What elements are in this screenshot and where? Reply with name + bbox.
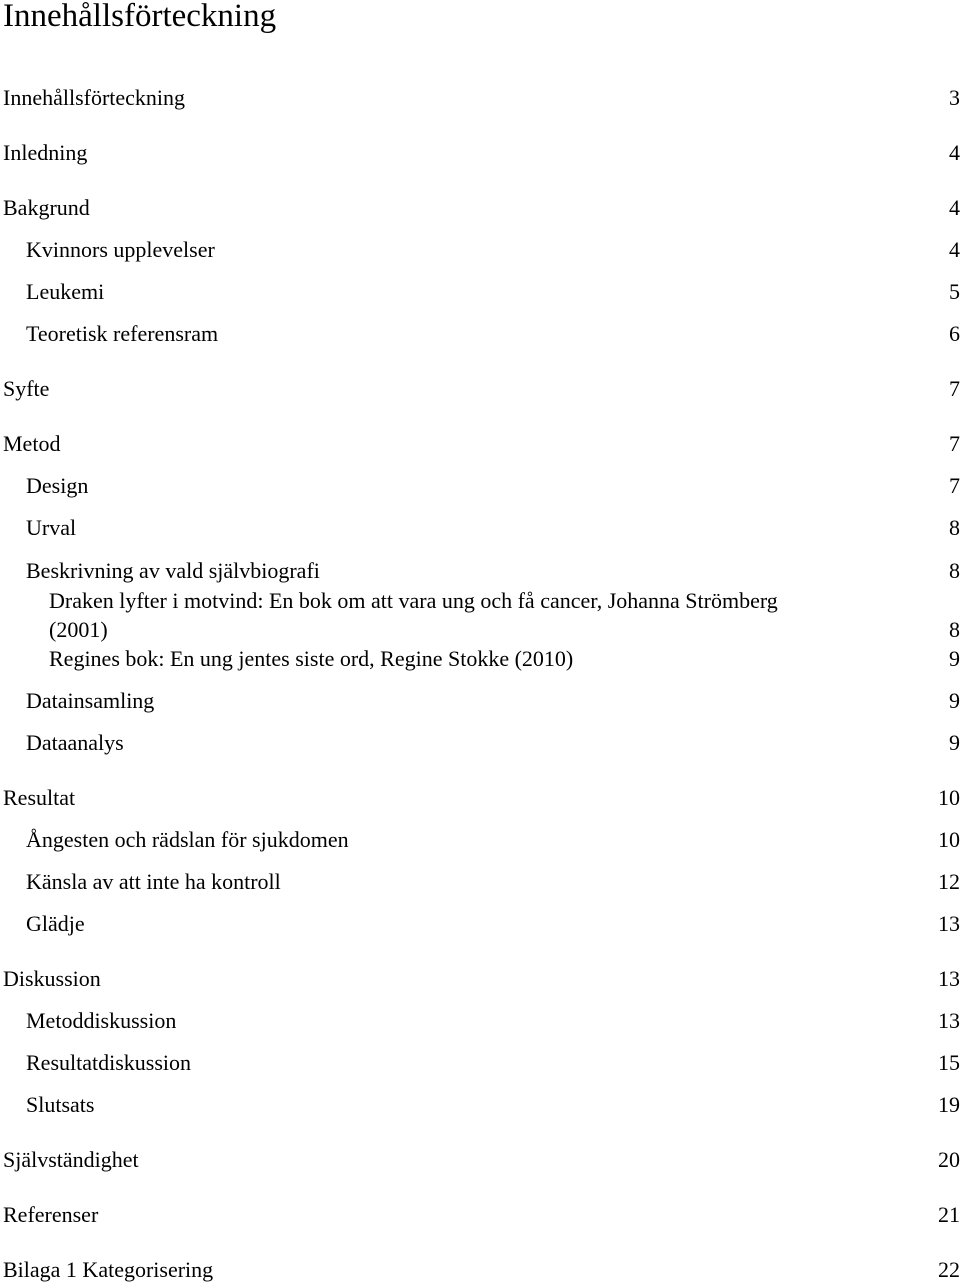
toc-entry-draken-lyfter-i-motvind-cont[interactable]: [0, 616, 960, 644]
toc-entry-page: 6: [949, 321, 960, 346]
toc-entry-sjalvstandighet[interactable]: [0, 1146, 960, 1174]
toc-entry-draken-lyfter-i-motvind[interactable]: [0, 587, 960, 615]
toc-entry-page: 13: [938, 911, 960, 936]
toc-title: Innehållsförteckning: [3, 0, 277, 34]
toc-entry-inledning[interactable]: [0, 139, 960, 167]
toc-entry-label: Referenser: [3, 1202, 99, 1227]
toc-entry-kansla-av-att-inte-ha-kontroll[interactable]: [0, 868, 960, 896]
toc-entry-label: Känsla av att inte ha kontroll: [26, 869, 281, 894]
toc-entry-angesten-och-radslan[interactable]: [0, 826, 960, 854]
toc-entry-page: 5: [949, 279, 960, 304]
toc-entry-resultat[interactable]: [0, 784, 960, 812]
toc-entry-label: Slutsats: [26, 1092, 95, 1117]
toc-entry-page: 15: [938, 1050, 960, 1075]
toc-entry-teoretisk-referensram[interactable]: [0, 320, 960, 348]
toc-entry-page: 9: [949, 688, 960, 713]
toc-entry-page: 12: [938, 869, 960, 894]
toc-entry-slutsats[interactable]: [0, 1091, 960, 1119]
toc-entry-page: 4: [949, 195, 960, 220]
toc-entry-page: 7: [949, 431, 960, 456]
toc-entry-label: Ångesten och rädslan för sjukdomen: [26, 827, 349, 852]
toc-entry-label-continuation: (2001): [49, 617, 108, 642]
toc-entry-diskussion[interactable]: [0, 965, 960, 993]
toc-entry-page: 22: [938, 1257, 960, 1282]
toc-entry-syfte[interactable]: [0, 375, 960, 403]
toc-entry-label: Innehållsförteckning: [3, 85, 186, 110]
toc-entry-label: Leukemi: [26, 279, 105, 304]
toc-entry-label: Metod: [3, 431, 61, 456]
toc-entry-page: 13: [938, 1008, 960, 1033]
toc-entry-page: 7: [949, 376, 960, 401]
toc-entry-page: 8: [949, 617, 960, 642]
toc-entry-design[interactable]: [0, 472, 960, 500]
toc-entry-page: 9: [949, 646, 960, 671]
toc-entry-label: Draken lyfter i motvind: En bok om att vara ung och få cancer, Johanna Strömberg: [49, 588, 778, 613]
toc-entry-label: Urval: [26, 515, 77, 540]
toc-entry-label: Dataanalys: [26, 730, 124, 755]
toc-entry-beskrivning-av-vald-sjalvbiografi[interactable]: [0, 557, 960, 585]
toc-entry-page: 13: [938, 966, 960, 991]
toc-entry-datainsamling[interactable]: [0, 687, 960, 715]
toc-entry-metod[interactable]: [0, 430, 960, 458]
toc-entry-label: Design: [26, 473, 89, 498]
toc-entry-dataanalys[interactable]: [0, 729, 960, 757]
toc-entry-label: Kvinnors upplevelser: [26, 237, 215, 262]
toc-entry-bilaga-1-kategorisering[interactable]: [0, 1256, 960, 1284]
toc-entry-page: 9: [949, 730, 960, 755]
toc-entry-bakgrund[interactable]: [0, 194, 960, 222]
toc-entry-page: 8: [949, 515, 960, 540]
toc-entry-page: 3: [949, 85, 960, 110]
toc-entry-label: Glädje: [26, 911, 85, 936]
toc-entry-label: Metoddiskussion: [26, 1008, 177, 1033]
toc-entry-page: 10: [938, 827, 960, 852]
toc-entry-label: Teoretisk referensram: [26, 321, 219, 346]
toc-entry-metoddiskussion[interactable]: [0, 1007, 960, 1035]
toc-entry-label: Syfte: [3, 376, 50, 401]
toc-entry-label: Bakgrund: [3, 195, 90, 220]
toc-entry-referenser[interactable]: [0, 1201, 960, 1229]
toc-entry-gladje[interactable]: [0, 910, 960, 938]
toc-entry-label: Diskussion: [3, 966, 101, 991]
toc-entry-label: Datainsamling: [26, 688, 155, 713]
toc-entry-page: 21: [938, 1202, 960, 1227]
toc-entry-page: 10: [938, 785, 960, 810]
toc-entry-resultatdiskussion[interactable]: [0, 1049, 960, 1077]
toc-entry-innehallsforteckning[interactable]: [0, 84, 960, 112]
toc-entry-page: 19: [938, 1092, 960, 1117]
toc-entry-label: Regines bok: En ung jentes siste ord, Regine Stokke (2010): [49, 646, 574, 671]
toc-entry-label: Bilaga 1 Kategorisering: [3, 1257, 214, 1282]
toc-entry-page: 8: [949, 558, 960, 583]
toc-entry-label: Självständighet: [3, 1147, 139, 1172]
toc-entry-label: Beskrivning av vald självbiografi: [26, 558, 320, 583]
toc-entry-label: Resultat: [3, 785, 76, 810]
toc-entry-page: 4: [949, 237, 960, 262]
toc-entry-page: 7: [949, 473, 960, 498]
toc-entry-label: Resultatdiskussion: [26, 1050, 192, 1075]
toc-entry-urval[interactable]: [0, 514, 960, 542]
toc-entry-regines-bok[interactable]: [0, 645, 960, 673]
toc-entry-page: 4: [949, 140, 960, 165]
toc-entry-leukemi[interactable]: [0, 278, 960, 306]
toc-entry-kvinnors-upplevelser[interactable]: [0, 236, 960, 264]
toc-entry-label: Inledning: [3, 140, 88, 165]
toc-entry-page: 20: [938, 1147, 960, 1172]
